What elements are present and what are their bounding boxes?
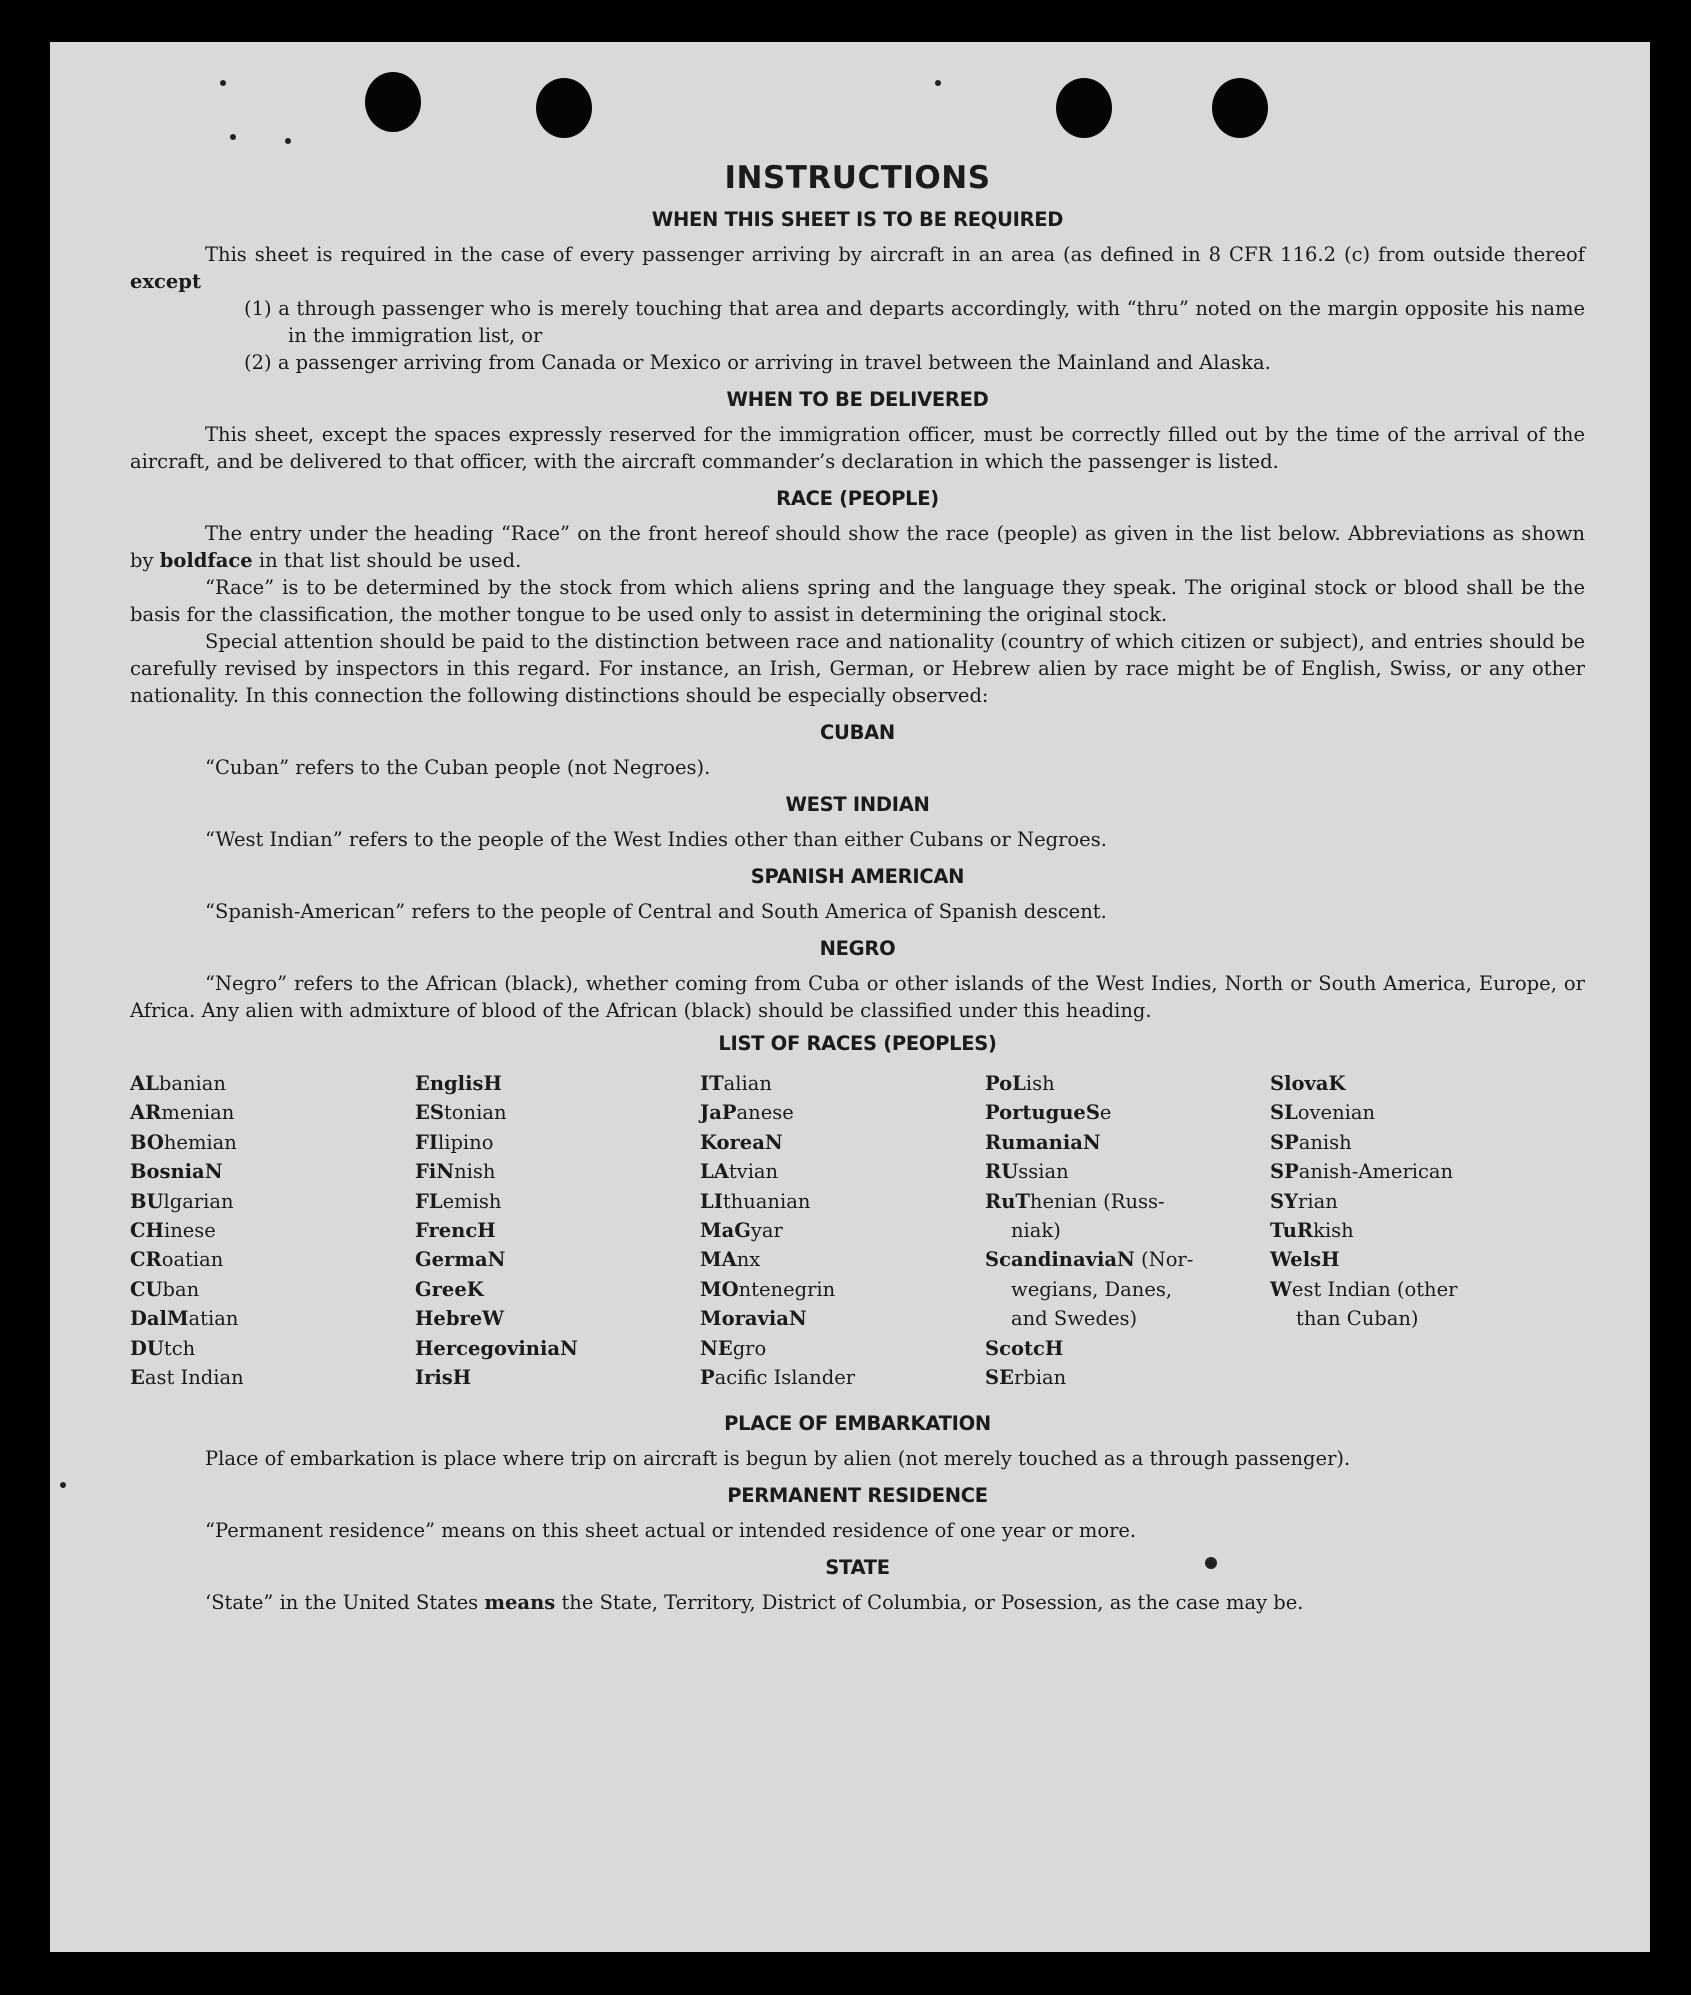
paragraph: “Cuban” refers to the Cuban people (not Negroes). [205,756,711,779]
race-entry: LAtvian [700,1160,779,1184]
page-title: INSTRUCTIONS [724,160,991,196]
race-entry: ScandinaviaN (Nor- [985,1248,1194,1272]
paragraph: “Permanent residence” means on this sheet actual or intended residence of one year or more. [205,1519,1137,1543]
paragraph: ‘State” in the United States means the State, Territory, District of Columbia, or Posession, as the case may be. [205,1591,1304,1615]
paragraph: “Spanish-American” refers to the people of Central and South America of Spanish descent. [205,900,1107,923]
race-entry: FIlipino [415,1130,494,1154]
heading-negro: NEGRO [819,937,896,960]
race-entry: ARmenian [130,1101,235,1125]
race-entry: West Indian (other [1270,1277,1458,1301]
race-entry: NEgro [700,1336,767,1360]
heading-state: STATE [825,1556,890,1580]
race-entry: HebreW [415,1307,505,1331]
race-entry: DalMatian [130,1307,239,1331]
race-entry: GermaN [415,1248,506,1272]
paragraph: “Negro” refers to the African (black), whether coming from Cuba or other islands of the West Indies, North or South America, Europe, or Africa. Any alien with admixture of blood of the African (black) should be classified under this heading. [130,972,1585,1022]
race-entry: RuThenian (Russ- [985,1189,1165,1213]
race-entry: and Swedes) [1011,1307,1138,1331]
race-entry: LIthuanian [700,1189,811,1213]
paragraph: Special attention should be paid to the distinction between race and nationality (country of which citizen or subject), and entries should be carefully revised by inspectors in this regard. For instance, an Irish, German, or Hebrew alien by race might be of English, Swiss, or any other nationality. In this connection the following distinctions should be especially observed: [130,630,1585,707]
instructions-content [130,160,1585,1616]
race-entry: EStonian [415,1101,507,1125]
race-column [415,1069,700,1392]
race-entry: ScotcH [985,1336,1064,1360]
race-column [700,1069,985,1392]
race-entry: RumaniaN [985,1130,1101,1154]
heading-race: RACE (PEOPLE) [776,487,939,510]
race-entry: IrisH [415,1366,472,1390]
paragraph: Place of embarkation is place where trip on aircraft is begun by alien (not merely touched as a through passenger). [205,1447,1351,1471]
paragraph: “Race” is to be determined by the stock from which aliens spring and the language they speak. The original stock or blood shall be the basis for the classification, the mother tongue to be used only to assist in determining the original stock. [130,576,1585,626]
race-entry: BosniaN [130,1160,223,1184]
paragraph: “West Indian” refers to the people of the West Indies other than either Cubans or Negroes. [205,828,1107,851]
race-entry: SPanish-American [1270,1160,1454,1184]
speck [935,80,941,86]
race-entry: FiNnish [415,1160,496,1184]
punch-hole [365,72,421,132]
race-column [1270,1069,1555,1392]
paragraph: This sheet, except the spaces expressly reserved for the immigration officer, must be correctly filled out by the time of the arrival of the aircraft, and be delivered to that officer, with the aircraft commander’s declaration in which the passenger is listed. [130,423,1585,473]
document-sheet [50,42,1650,1952]
race-entry: SlovaK [1270,1072,1346,1095]
speck [220,80,226,86]
race-entry: MaGyar [700,1219,783,1243]
race-entry: wegians, Danes, [1011,1277,1173,1301]
punch-hole [1212,78,1268,138]
race-entry: PortugueSe [985,1101,1112,1125]
race-entry: SYrian [1270,1189,1338,1213]
race-entry: East Indian [130,1366,244,1390]
race-entry: GreeK [415,1277,484,1301]
race-entry: SPanish [1270,1130,1352,1154]
list-item: (2) a passenger arriving from Canada or Mexico or arriving in travel between the Mainland and Alaska. [244,351,1271,374]
race-entry: MOntenegrin [700,1277,836,1301]
heading-when-delivered: WHEN TO BE DELIVERED [726,388,989,411]
heading-spanish-american: SPANISH AMERICAN [750,865,965,888]
race-column [130,1069,415,1392]
race-entry: FLemish [415,1189,502,1213]
bold-text: except [130,270,201,293]
race-column [985,1069,1270,1392]
speck [60,1482,66,1488]
race-entry: than Cuban) [1296,1307,1419,1331]
race-entry: HercegoviniaN [415,1336,578,1360]
race-entry: Pacific Islander [700,1366,856,1390]
race-entry: CRoatian [130,1248,224,1272]
race-list [130,1069,1585,1392]
race-entry: CHinese [130,1219,216,1243]
race-entry: FrencH [415,1219,496,1243]
race-entry: MAnx [700,1248,761,1272]
race-entry: WelsH [1270,1248,1340,1272]
race-entry: JaPanese [700,1101,794,1125]
list-item: (1) a through passenger who is merely touching that area and departs accordingly, with “thru” noted on the margin opposite his name in the immigration list, or [244,297,1585,347]
race-entry: EnglisH [415,1072,502,1095]
race-entry: ITalian [700,1072,772,1095]
race-entry: BOhemian [130,1130,237,1154]
heading-cuban: CUBAN [820,721,895,744]
heading-embarkation: PLACE OF EMBARKATION [724,1412,991,1436]
heading-west-indian: WEST INDIAN [785,793,930,816]
race-entry: BUlgarian [130,1189,234,1213]
punch-hole [1056,78,1112,138]
race-entry: MoraviaN [700,1307,807,1331]
race-entry: niak) [1011,1219,1061,1243]
paragraph: This sheet is required in the case of every passenger arriving by aircraft in an area (as defined in 8 CFR 116.2 (c) from outside thereof except [130,243,1585,293]
heading-permanent-residence: PERMANENT RESIDENCE [727,1484,988,1508]
race-entry: PoLish [985,1072,1055,1095]
race-entry: SErbian [985,1366,1067,1390]
race-entry: RUssian [985,1160,1069,1184]
punch-hole [536,78,592,138]
race-entry: TuRkish [1270,1219,1354,1243]
race-entry: ALbanian [130,1072,226,1095]
race-entry: KoreaN [700,1130,783,1154]
race-entry: CUban [130,1277,200,1301]
race-entry: DUtch [130,1336,196,1360]
paragraph: The entry under the heading “Race” on the front hereof should show the race (people) as given in the list below. Abbreviations as shown by boldface in that list should be used. [130,522,1585,572]
heading-list-of-races: LIST OF RACES (PEOPLES) [718,1032,997,1055]
heading-when-required: WHEN THIS SHEET IS TO BE REQUIRED [651,208,1064,231]
race-entry: SLovenian [1270,1101,1376,1125]
speck [285,138,291,144]
speck [230,134,236,140]
